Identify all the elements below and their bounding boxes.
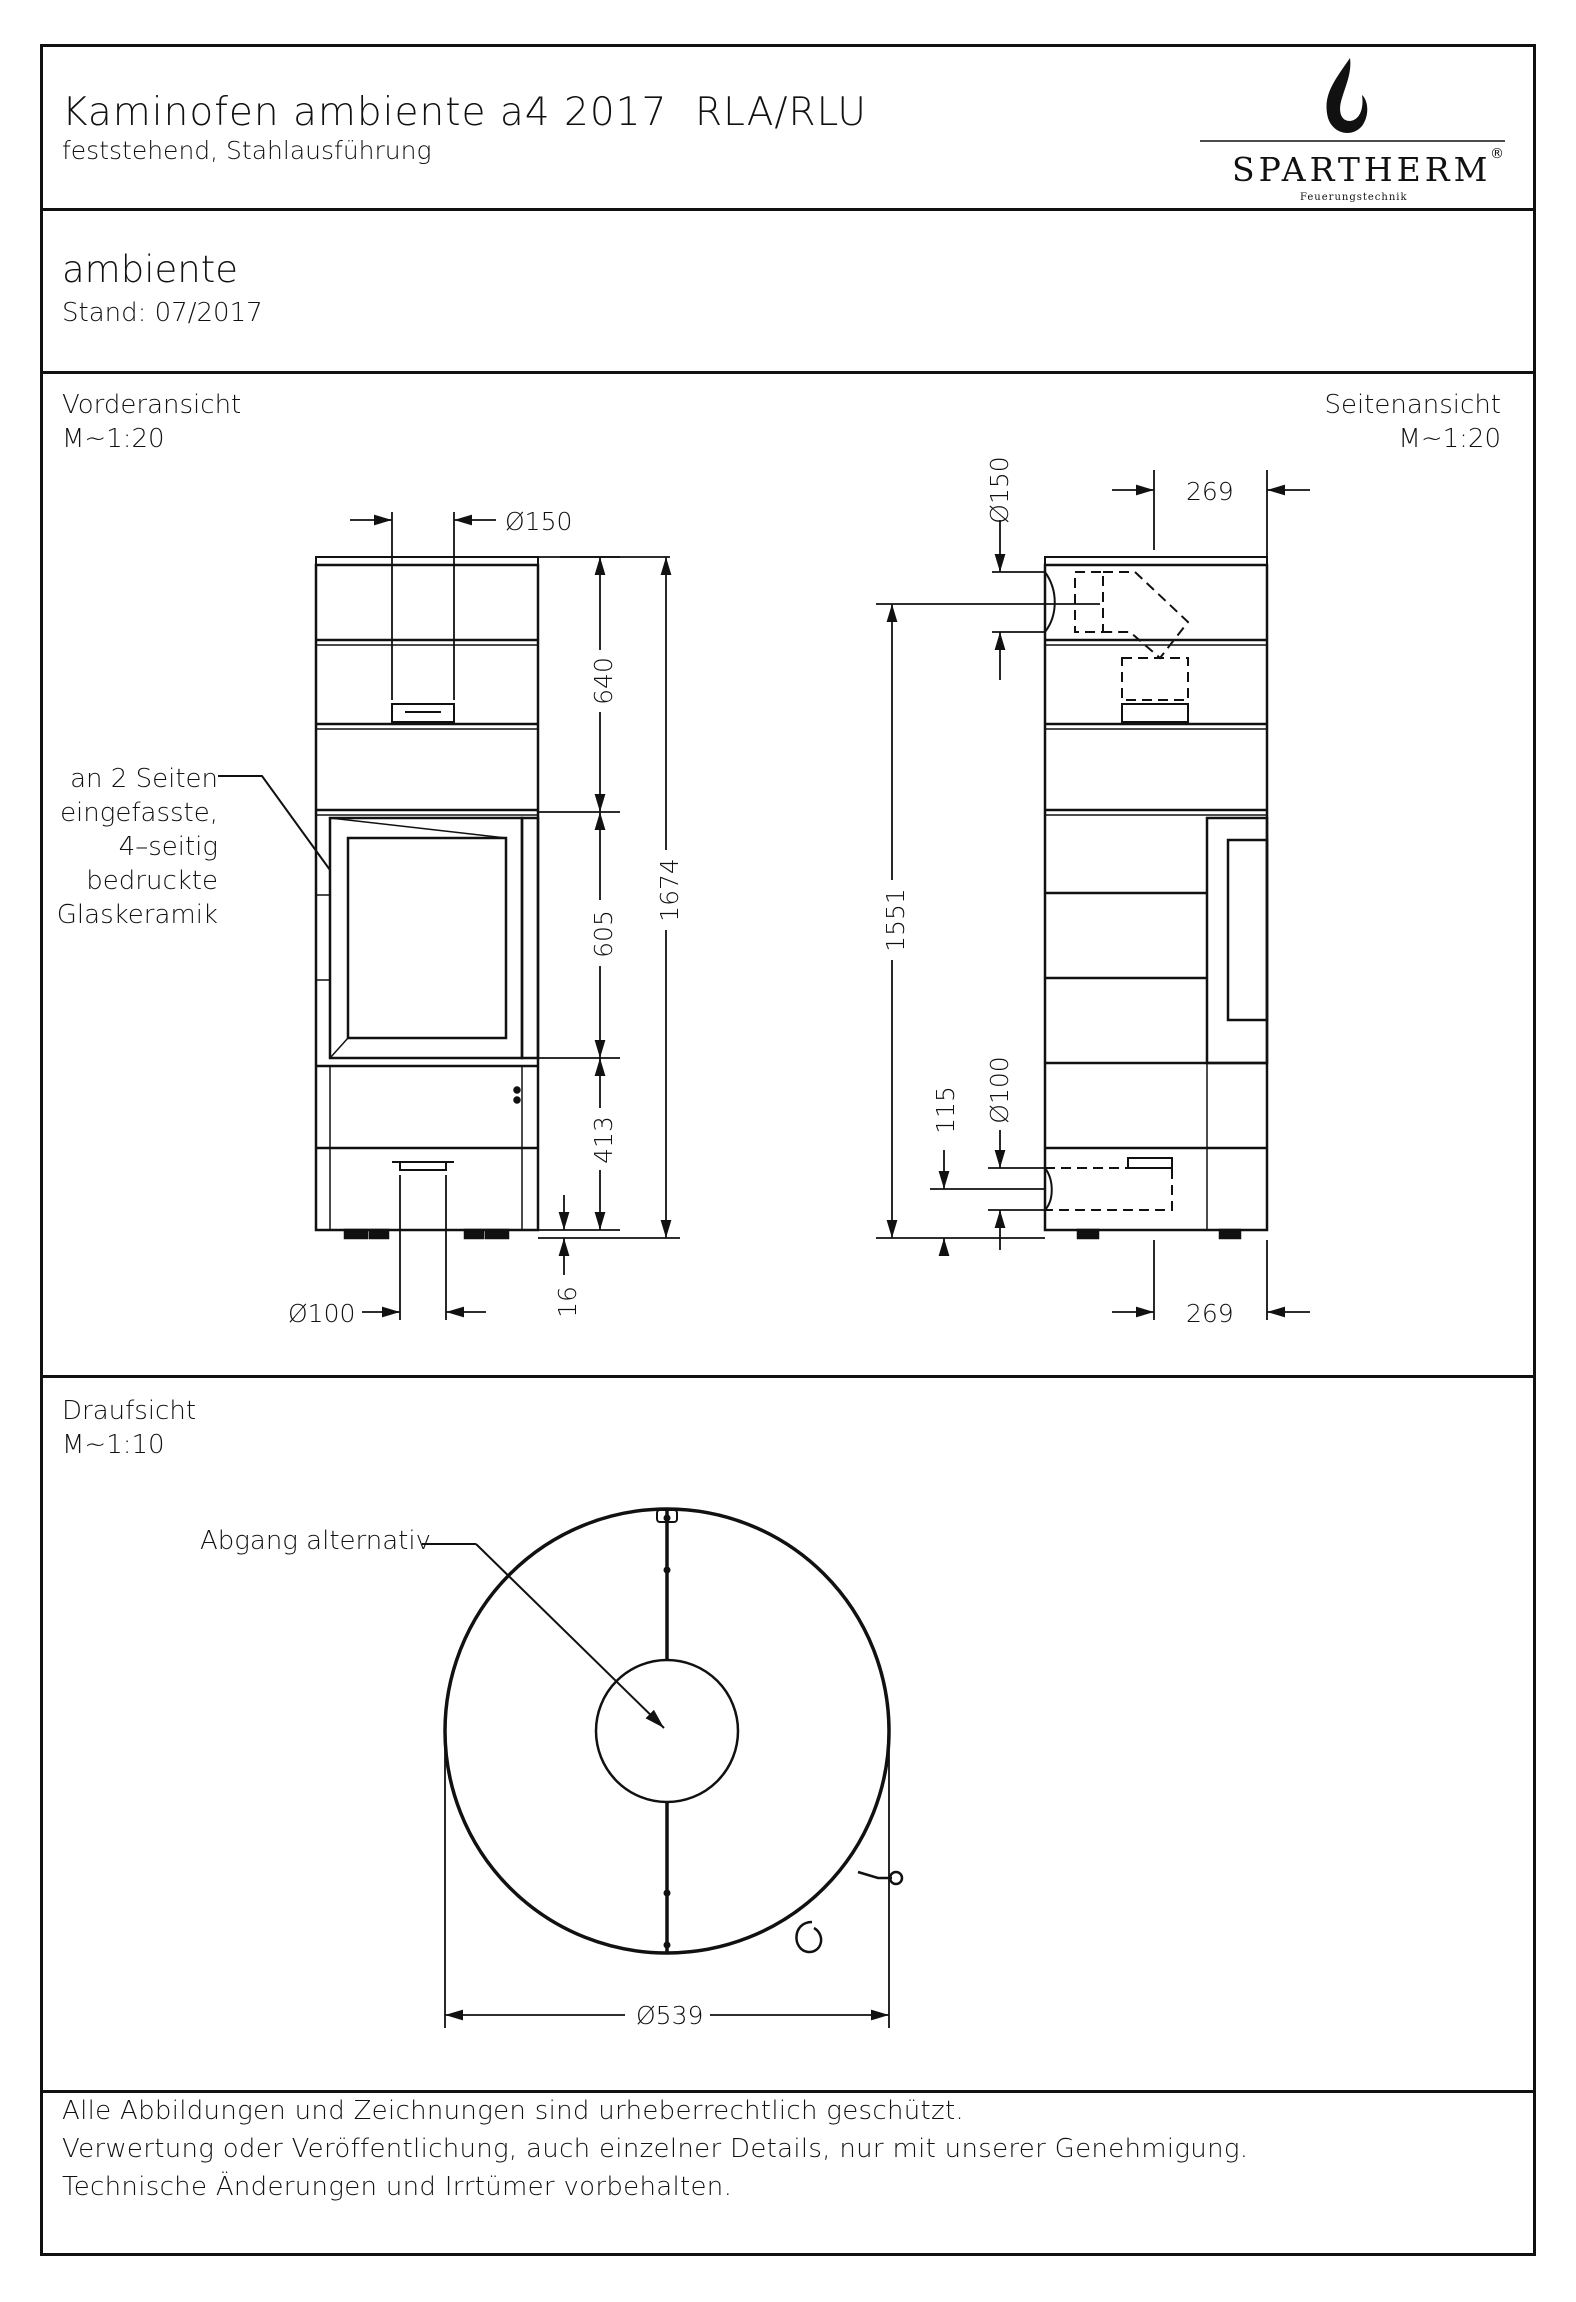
front-dim-middle: 605: [589, 910, 618, 958]
side-view-title: Seitenansicht: [1324, 390, 1501, 420]
spartherm-logo-text: SPARTHERM: [1232, 150, 1492, 189]
glass-note-leader: [218, 776, 330, 870]
side-dim-flue-bottom: Ø100: [985, 1056, 1014, 1124]
front-dim-lower: 413: [589, 1116, 618, 1164]
copyright-footer: [62, 2092, 1248, 2206]
footer-line-3: Technische Änderungen und Irrtümer vorbehalten.: [62, 2172, 733, 2202]
side-view: [1045, 557, 1267, 1238]
abgang-leader: [422, 1544, 664, 1728]
footer-line-2: Verwertung oder Veröffentlichung, auch einzelner Details, nur mit unserer Genehmigung.: [62, 2134, 1249, 2164]
registered-mark: ®: [1490, 146, 1504, 162]
abgang-note: Abgang alternativ: [200, 1526, 431, 1556]
product-name: ambiente: [62, 248, 238, 291]
glass-note-line-5: Glaskeramik: [56, 900, 218, 930]
front-dim-upper: 640: [589, 657, 618, 705]
side-dim-bottom-offset: 115: [931, 1086, 960, 1134]
side-dim-depth-bottom: 269: [1186, 1299, 1234, 1328]
glass-note-line-4: bedruckte: [86, 866, 218, 896]
glass-note-line-3: 4–seitig: [118, 832, 218, 862]
side-dim-height-flue: 1551: [881, 888, 910, 952]
front-view-scale: M~1:20: [62, 424, 165, 454]
footer-line-1: Alle Abbildungen und Zeichnungen sind urheberrechtlich geschützt.: [62, 2096, 965, 2126]
drawing-variant: RLA/RLU: [695, 90, 867, 135]
glass-note-line-1: an 2 Seiten: [70, 764, 218, 794]
front-dim-feet: 16: [553, 1286, 582, 1318]
drawing-subtitle: feststehend, Stahlausführung: [62, 136, 432, 165]
spartherm-flame-icon: [1327, 58, 1368, 133]
side-dim-flue-top: Ø150: [985, 456, 1014, 524]
top-view-scale: M~1:10: [62, 1430, 165, 1460]
side-dim-depth-top: 269: [1186, 477, 1234, 506]
product-stand-date: Stand: 07/2017: [62, 298, 263, 328]
front-dimensions: [350, 512, 680, 1320]
front-dim-flue-top: Ø150: [505, 507, 573, 536]
front-view: [316, 557, 538, 1238]
top-view: [445, 1509, 902, 1953]
front-view-title: Vorderansicht: [62, 390, 242, 420]
side-dimensions: [876, 470, 1310, 1320]
glass-note-line-2: eingefasste,: [60, 798, 218, 828]
top-dim-diameter: Ø539: [636, 2001, 704, 2030]
front-dim-total: 1674: [655, 858, 684, 922]
side-view-scale: M~1:20: [1398, 424, 1501, 454]
front-dim-flue-bottom: Ø100: [288, 1299, 356, 1328]
drawing-title: Kaminofen ambiente a4 2017: [62, 90, 668, 135]
top-view-title: Draufsicht: [62, 1396, 197, 1426]
spartherm-logo-subtext: Feuerungstechnik: [1300, 192, 1408, 203]
